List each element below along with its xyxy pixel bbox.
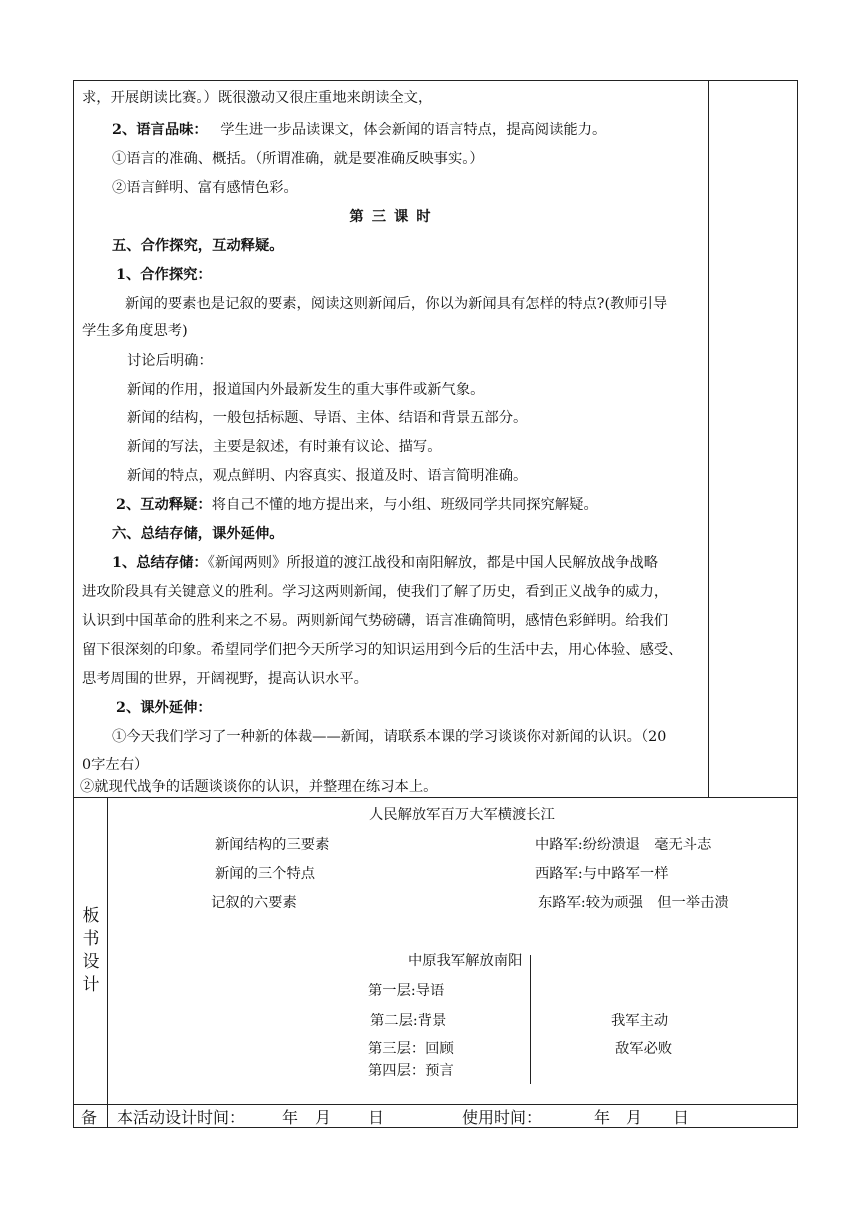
text-line: ①语言的准确、概括。（所谓准确，就是要准确反映事实。） xyxy=(112,151,484,167)
text-line: 新闻的特点，观点鲜明、内容真实、报道及时、语言简明准确。 xyxy=(127,468,528,484)
use-year: 年 xyxy=(594,1108,611,1127)
board-label-char: 书 xyxy=(82,929,100,949)
design-month: 月 xyxy=(315,1108,332,1127)
board-label-char: 计 xyxy=(82,975,100,995)
board-divider-line xyxy=(530,955,531,1084)
language-label: 2、语言品味： xyxy=(112,122,208,138)
row-divider-footer xyxy=(73,1104,798,1105)
board-left-item: 新闻的三个特点 xyxy=(215,866,316,882)
board-title-nanyang: 中原我军解放南阳 xyxy=(408,953,523,969)
table-top-border xyxy=(73,80,798,81)
board-layer: 第一层:导语 xyxy=(368,983,445,999)
interaction-text: 将自己不懂的地方提出来，与小组、班级同学共同探究解疑。 xyxy=(211,497,598,513)
section-5-title: 五、合作探究，互动释疑。 xyxy=(112,238,284,254)
board-design-label xyxy=(81,905,101,997)
text-line: 思考周围的世界，开阔视野，提高认识水平。 xyxy=(82,671,368,687)
use-day: 日 xyxy=(673,1108,690,1127)
cooperation-label: 1、合作探究： xyxy=(116,267,212,283)
use-month: 月 xyxy=(626,1108,643,1127)
text-line: 学生多角度思考) xyxy=(82,323,188,339)
design-year: 年 xyxy=(282,1108,299,1127)
use-time-label: 使用时间： xyxy=(462,1108,543,1127)
table-left-border xyxy=(73,80,74,1128)
footer-label: 备 xyxy=(81,1108,98,1127)
language-text: 学生进一步品读课文，体会新闻的语言特点，提高阅读能力。 xyxy=(220,122,607,138)
row-divider-board xyxy=(73,797,798,798)
text-line: 进攻阶段具有关键意义的胜利。学习这两则新闻，使我们了解了历史，看到正义战争的威力， xyxy=(82,584,669,600)
design-time-label: 本活动设计时间： xyxy=(117,1108,246,1127)
language-item xyxy=(112,120,606,140)
text-line: ②语言鲜明、富有感情色彩。 xyxy=(112,180,298,196)
text-line: 求，开展朗读比赛。）既很激动又很庄重地来朗读全文， xyxy=(82,90,433,106)
board-side-note: 我军主动 xyxy=(611,1013,669,1029)
section-6-title: 六、总结存储，课外延伸。 xyxy=(112,526,284,542)
board-left-item: 记叙的六要素 xyxy=(211,895,297,911)
text-line: 留下很深刻的印象。希望同学们把今天所学习的知识运用到今后的生活中去，用心体验、感受、 xyxy=(82,642,683,658)
interaction-label: 2、互动释疑： xyxy=(116,497,212,513)
text-line: 新闻的作用，报道国内外最新发生的重大事件或新气象。 xyxy=(127,382,485,398)
board-right-item: 西路军:与中路军一样 xyxy=(535,866,669,882)
board-label-char: 设 xyxy=(82,952,100,972)
text-line: ①今天我们学习了一种新的体裁——新闻，请联系本课的学习谈谈你对新闻的认识。（20 xyxy=(112,729,667,745)
board-right-item: 东路军:较为顽强 但一举击溃 xyxy=(538,895,729,911)
table-right-border xyxy=(797,80,798,1128)
notes-column-border xyxy=(708,80,709,797)
board-side-note: 敌军必败 xyxy=(615,1041,673,1057)
text-line: 认识到中国革命的胜利来之不易。两则新闻气势磅礴，语言准确简明，感情色彩鲜明。给我们 xyxy=(82,613,669,629)
board-title-crossing: 人民解放军百万大军横渡长江 xyxy=(369,807,555,823)
summary-item xyxy=(112,553,658,573)
session-title: 第三课时 xyxy=(349,209,439,225)
board-layer: 第二层:背景 xyxy=(370,1013,447,1029)
board-left-item: 新闻结构的三要素 xyxy=(215,837,330,853)
design-day: 日 xyxy=(368,1108,385,1127)
text-line: 新闻的写法，主要是叙述，有时兼有议论、描写。 xyxy=(127,439,442,455)
extension-label: 2、课外延伸： xyxy=(116,700,212,716)
text-line: ②就现代战争的话题谈谈你的认识，并整理在练习本上。 xyxy=(80,779,438,795)
board-label-char: 板 xyxy=(82,906,100,926)
text-line: 新闻的结构，一般包括标题、导语、主体、结语和背景五部分。 xyxy=(127,410,528,426)
text-line: 新闻的要素也是记叙的要素，阅读这则新闻后，你以为新闻具有怎样的特点?(教师引导 xyxy=(125,296,668,312)
text-line: 0字左右） xyxy=(82,757,149,773)
board-right-item: 中路军:纷纷溃退 毫无斗志 xyxy=(535,837,712,853)
board-layer: 第四层：预言 xyxy=(368,1063,454,1079)
summary-text: 《新闻两则》所报道的渡江战役和南阳解放，都是中国人民解放战争战略 xyxy=(207,555,659,571)
summary-label: 1、总结存储： xyxy=(112,555,208,571)
text-line: 讨论后明确： xyxy=(127,353,213,369)
interaction-item xyxy=(116,495,598,515)
board-layer: 第三层：回顾 xyxy=(368,1041,454,1057)
label-column-border xyxy=(107,797,108,1128)
